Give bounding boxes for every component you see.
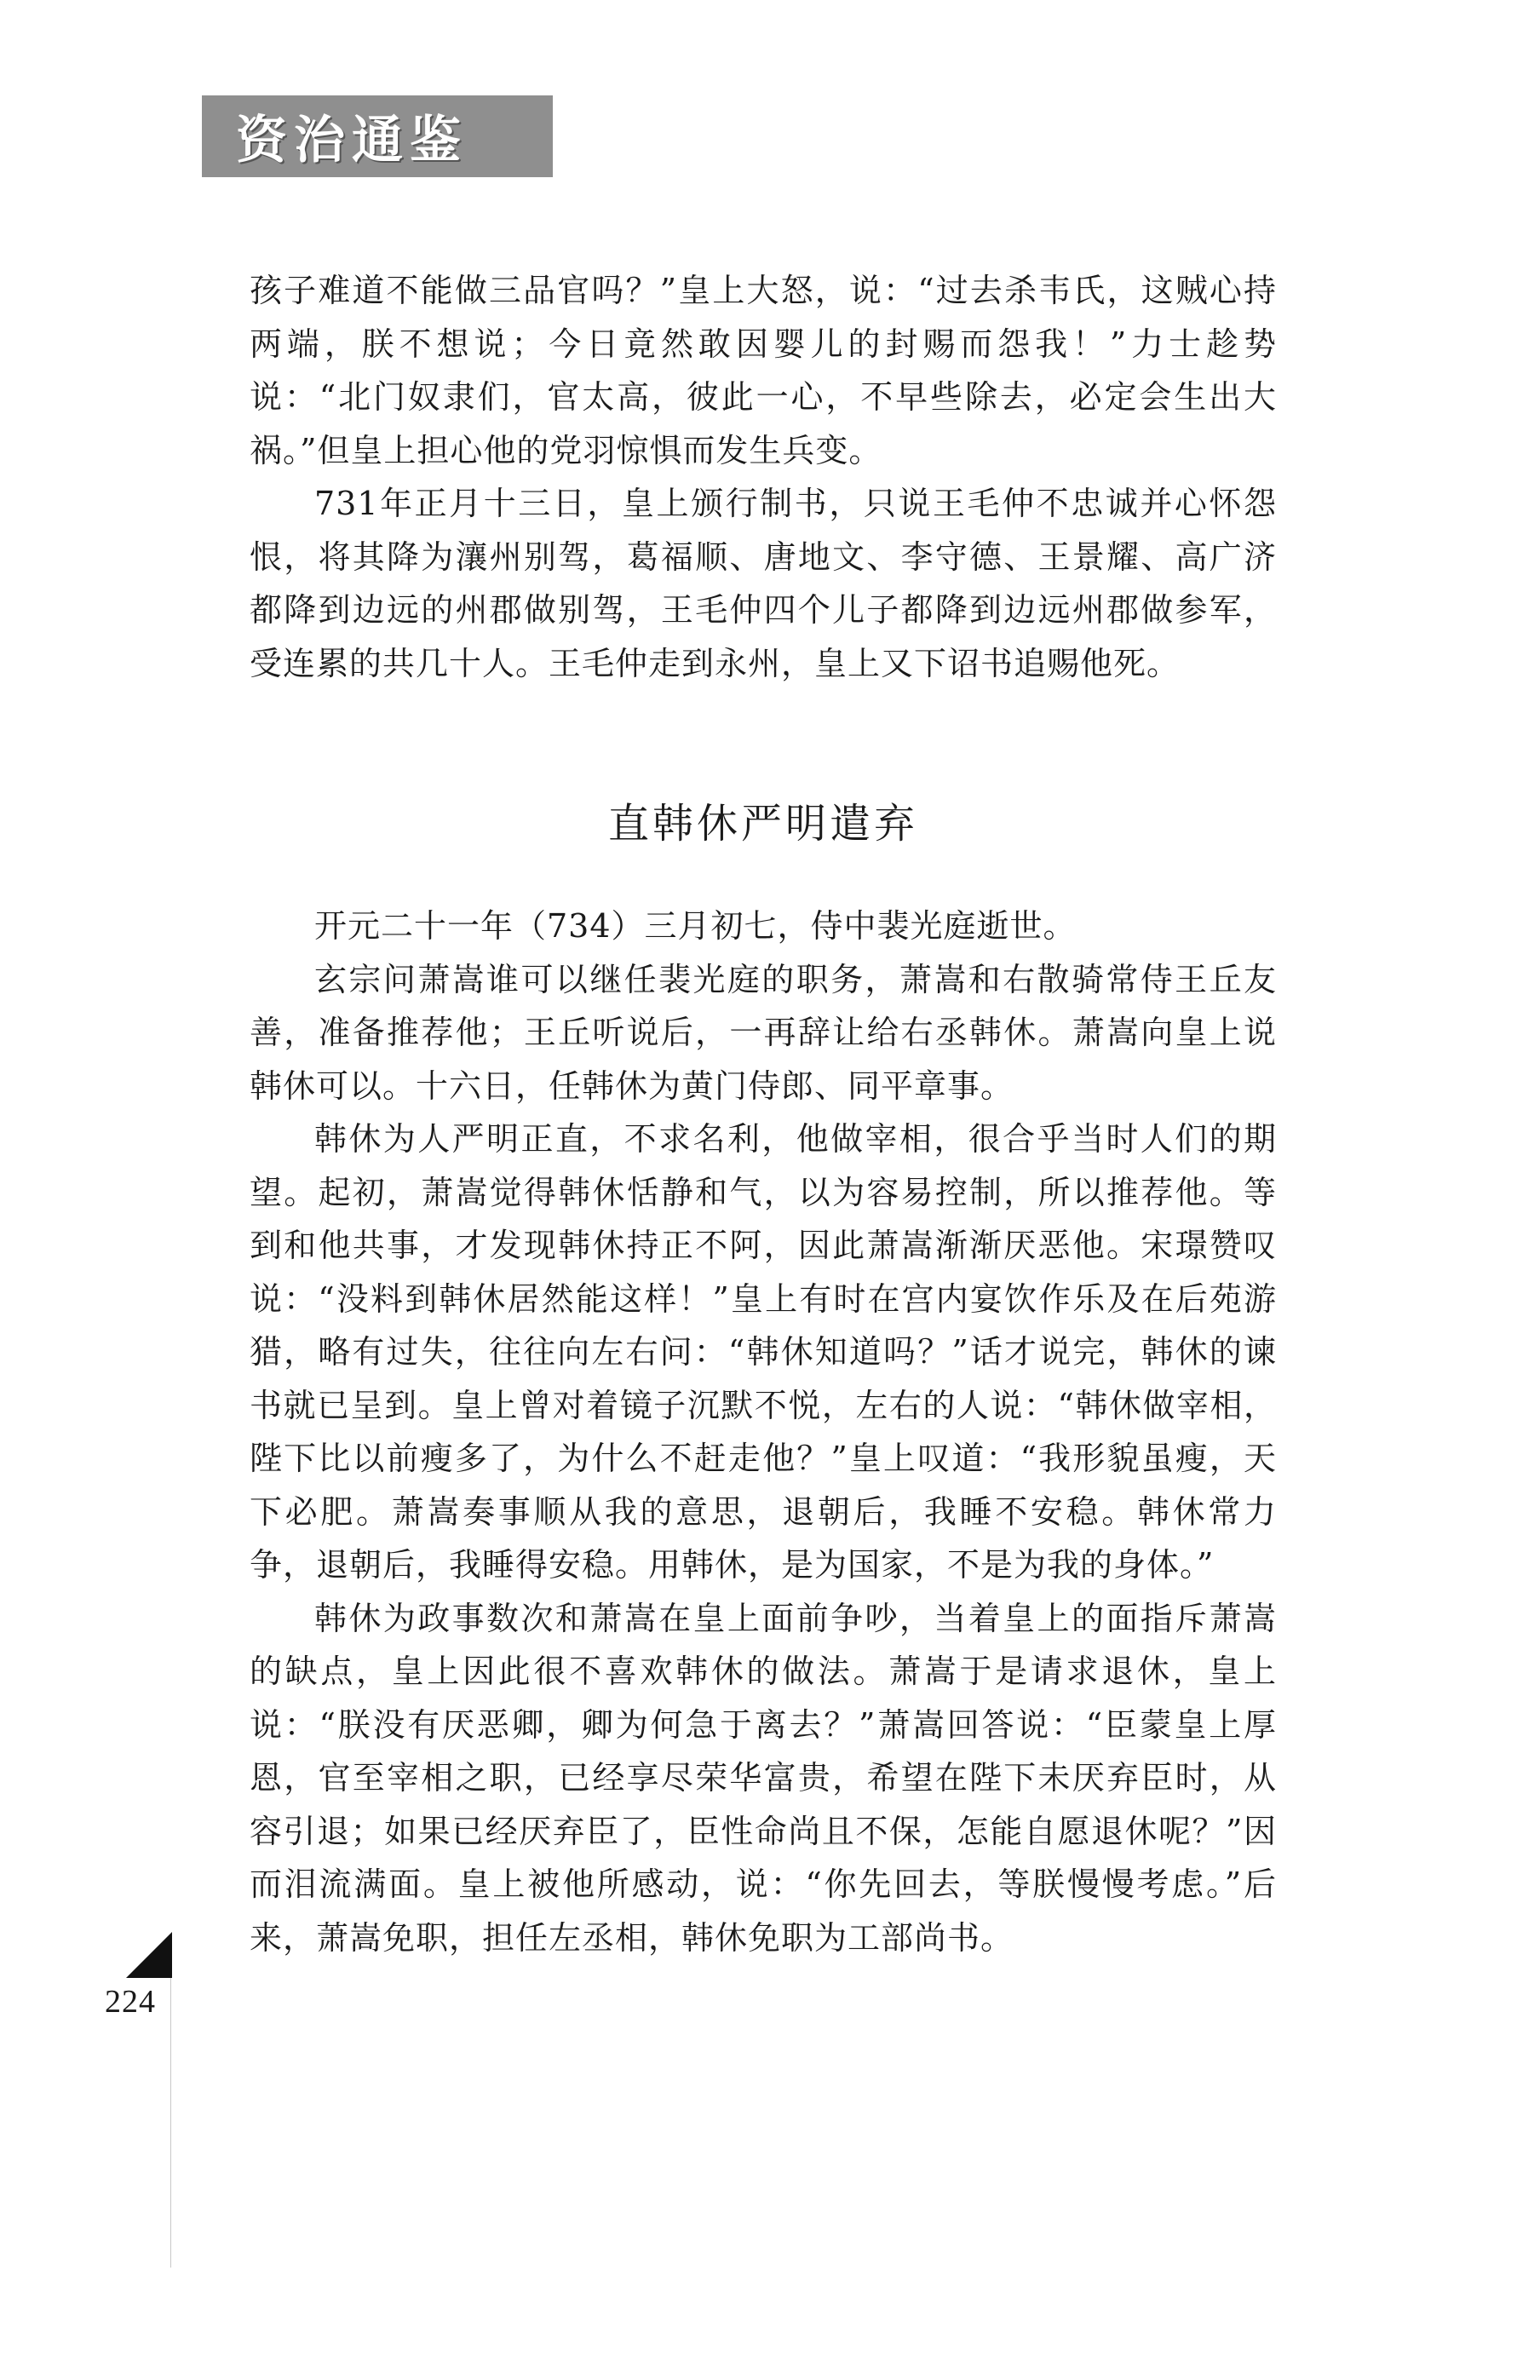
margin-rule bbox=[170, 1978, 171, 2268]
paragraph: 开元二十一年（734）三月初七，侍中裴光庭逝世。 bbox=[314, 907, 1077, 945]
book-title-banner bbox=[202, 95, 553, 177]
section-title: 直韩休严明遣弃 bbox=[607, 800, 918, 848]
page-number: 224 bbox=[105, 1984, 156, 2020]
text-block-top bbox=[250, 264, 1277, 690]
paragraph: 韩休为政事数次和萧嵩在皇上面前争吵，当着皇上的面指斥萧嵩的缺点，皇上因此很不喜欢韩休的做法。萧嵩于是请求退休，皇上说：“朕没有厌恶卿，卿为何急于离去？”萧嵩回答说：“臣蒙皇上厚恩，官至宰相之职，已经享尽荣华富贵，希望在陛下未厌弃臣时，从容引退；如果已经厌弃臣了，臣性命尚且不保，怎能自愿退休呢？”因而泪流满面。皇上被他所感动，说：“你先回去，等朕慢慢考虑。”后来，萧嵩免职，担任左丞相，韩休免职为工部尚书。 bbox=[250, 1599, 1277, 1957]
page-corner-triangle bbox=[126, 1932, 172, 1978]
paragraph: 韩休为人严明正直，不求名利，他做宰相，很合乎当时人们的期望。起初，萧嵩觉得韩休恬静和气，以为容易控制，所以推荐他。等到和他共事，才发现韩休持正不阿，因此萧嵩渐渐厌恶他。宋璟赞叹说：“没料到韩休居然能这样！”皇上有时在宫内宴饮作乐及在后苑游猎，略有过失，往往向左右问：“韩休知道吗？”话才说完，韩休的谏书就已呈到。皇上曾对着镜子沉默不悦，左右的人说：“韩休做宰相，陛下比以前瘦多了，为什么不赶走他？”皇上叹道：“我形貌虽瘦，天下必肥。萧嵩奏事顺从我的意思，退朝后，我睡不安稳。韩休常力争，退朝后，我睡得安稳。用韩休，是为国家，不是为我的身体。” bbox=[250, 1120, 1277, 1584]
book-title: 资治通鉴 bbox=[236, 111, 468, 170]
paragraph: 孩子难道不能做三品官吗？”皇上大怒，说：“过去杀韦氏，这贼心持两端，朕不想说；今日竟然敢因婴儿的封赐而怨我！”力士趁势说：“北门奴隶们，官太高，彼此一心，不早些除去，必定会生出大祸。”但皇上担心他的党羽惊惧而发生兵变。 bbox=[250, 272, 1277, 469]
paragraph: 731年正月十三日，皇上颁行制书，只说王毛仲不忠诚并心怀怨恨，将其降为瀼州别驾，葛福顺、唐地文、李守德、王景耀、高广济都降到边远的州郡做别驾，王毛仲四个儿子都降到边远州郡做参军，受连累的共几十人。王毛仲走到永州，皇上又下诏书追赐他死。 bbox=[250, 485, 1277, 682]
paragraph: 玄宗问萧嵩谁可以继任裴光庭的职务，萧嵩和右散骑常侍王丘友善，准备推荐他；王丘听说后，一再辞让给右丞韩休。萧嵩向皇上说韩休可以。十六日，任韩休为黄门侍郎、同平章事。 bbox=[250, 960, 1277, 1105]
text-block-section bbox=[250, 900, 1277, 1964]
